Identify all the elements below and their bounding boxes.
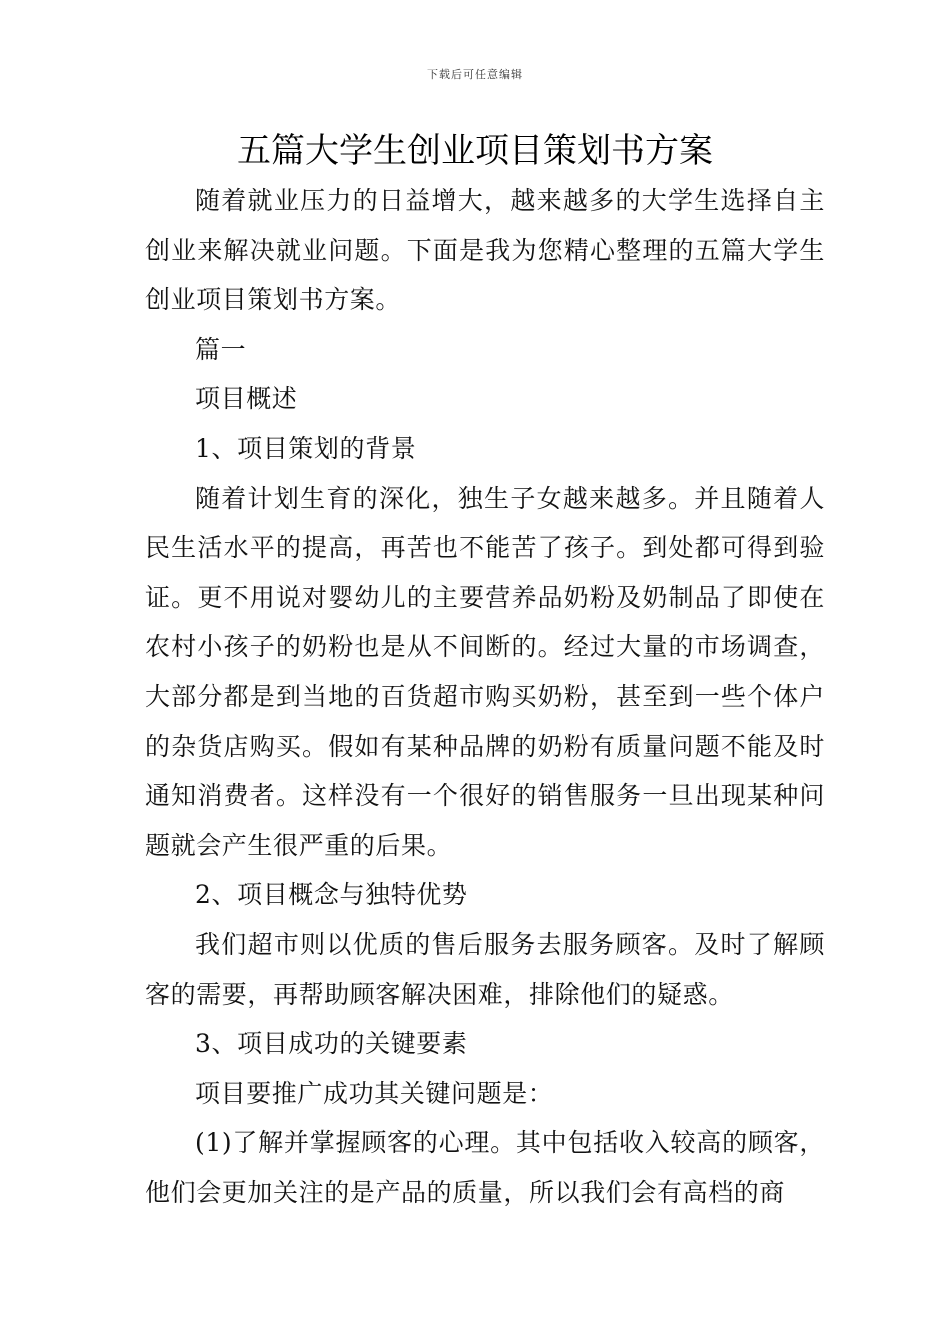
key-factor-item-1: (1)了解并掌握顾客的心理。其中包括收入较高的顾客，他们会更加关注的是产品的质量，所以我们会有高档的商 — [145, 1128, 825, 1207]
key-factors-intro: 项目要推广成功其关键问题是： — [195, 1078, 554, 1108]
subheading-background: 1、项目策划的背景 — [195, 433, 417, 463]
document-body — [145, 176, 825, 1217]
concept-paragraph: 我们超市则以优质的售后服务去服务顾客。及时了解顾客的需要，再帮助顾客解决困难，排除他们的疑惑。 — [145, 929, 825, 1009]
section-heading-part-one: 篇一 — [195, 334, 247, 364]
intro-paragraph: 随着就业压力的日益增大，越来越多的大学生选择自主创业来解决就业问题。下面是我为您精心整理的五篇大学生创业项目策划书方案。 — [145, 186, 825, 315]
subheading-key-factors: 3、项目成功的关键要素 — [195, 1029, 468, 1059]
header-note: 下载后可任意编辑 — [427, 68, 523, 81]
subheading-concept: 2、项目概念与独特优势 — [195, 880, 468, 910]
document-title: 五篇大学生创业项目策划书方案 — [237, 131, 713, 171]
background-paragraph: 随着计划生育的深化，独生子女越来越多。并且随着人民生活水平的提高，再苦也不能苦了孩子。到处都可得到验证。更不用说对婴幼儿的主要营养品奶粉及奶制品了即使在农村小孩子的奶粉也是从不间断的。经过大量的市场调查，大部分都是到当地的百货超市购买奶粉，甚至到一些个体户的杂货店购买。假如有某种品牌的奶粉有质量问题不能及时通知消费者。这样没有一个很好的销售服务一旦出现某种问题就会产生很严重的后果。 — [145, 483, 825, 860]
section-heading-overview: 项目概述 — [195, 384, 298, 414]
